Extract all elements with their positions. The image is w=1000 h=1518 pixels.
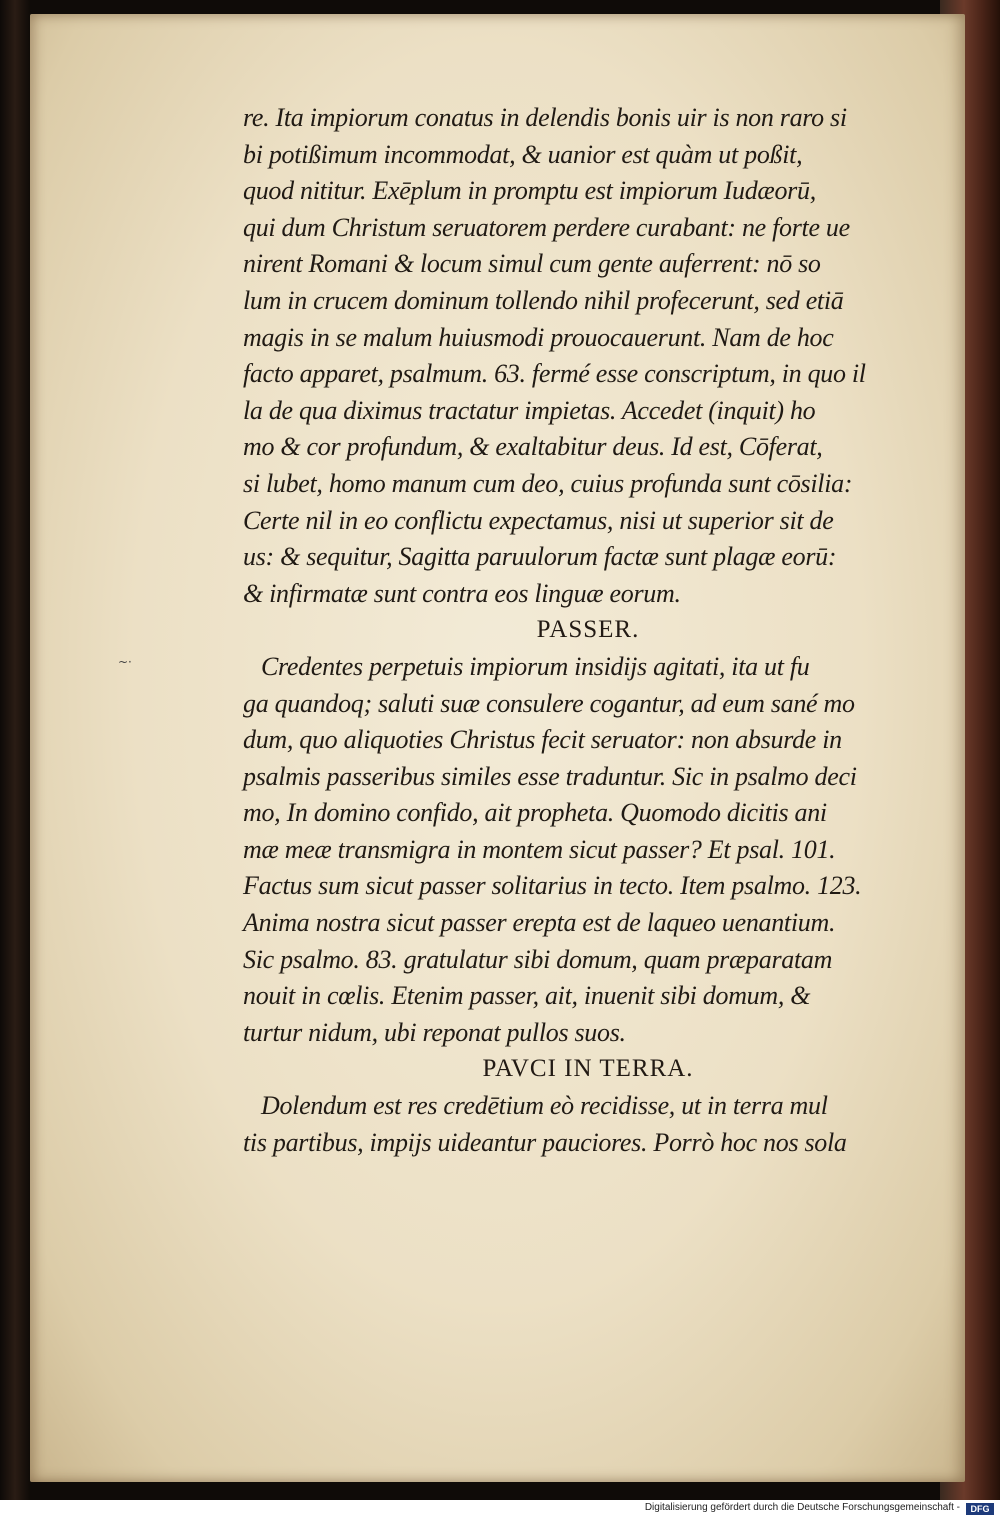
text-line: us: & sequitur, Sagitta paruulorum factæ sunt plagæ eorū: xyxy=(243,542,837,572)
footer-credit: Digitalisierung gefördert durch die Deutsche Forschungsgemeinschaft - xyxy=(644,1502,960,1513)
text-line: Anima nostra sicut passer erepta est de laqueo uenantium. xyxy=(243,908,836,938)
text-line: quod nititur. Exēplum in promptu est impiorum Iudæorū, xyxy=(243,176,816,206)
text-line: lum in crucem dominum tollendo nihil profecerunt, sed etiā xyxy=(243,285,844,315)
text-line: Sic psalmo. 83. gratulatur sibi domum, quam præparatam xyxy=(243,944,833,974)
text-line: Dolendum est res credētium eò recidisse, ut in terra mul xyxy=(261,1091,828,1121)
section-heading-pauci: PAVCI IN TERRA. xyxy=(482,1055,694,1083)
text-line: la de qua diximus tractatur impietas. Accedet (inquit) ho xyxy=(243,395,816,425)
text-line: tis partibus, impijs uideantur pauciores. Porrò hoc nos sola xyxy=(243,1127,847,1157)
text-line: qui dum Christum seruatorem perdere curabant: ne forte ue xyxy=(243,212,850,242)
text-line: Certe nil in eo conflictu expectamus, nisi ut superior sit de xyxy=(243,505,834,535)
text-line: facto apparet, psalmum. 63. fermé esse conscriptum, in quo il xyxy=(243,359,866,389)
text-line: turtur nidum, ubi reponat pullos suos. xyxy=(243,1017,626,1047)
text-line: Credentes perpetuis impiorum insidijs agitati, ita ut fu xyxy=(261,651,810,681)
margin-mark: ~· xyxy=(118,655,132,669)
text-line: mæ meæ transmigra in montem sicut passer? Et psal. 101. xyxy=(243,834,836,864)
text-line: mo & cor profundum, & exaltabitur deus. Id est, Cōferat, xyxy=(243,432,823,462)
text-line: Factus sum sicut passer solitarius in tecto. Item psalmo. 123. xyxy=(243,871,862,901)
text-line: nouit in cœlis. Etenim passer, ait, inuenit sibi domum, & xyxy=(243,981,811,1011)
text-line: bi potißimum incommodat, & uanior est quàm ut poßit, xyxy=(243,139,803,169)
text-line: magis in se malum huiusmodi prouocauerunt. Nam de hoc xyxy=(243,322,834,352)
digitization-footer xyxy=(0,1500,1000,1518)
text-line: nirent Romani & locum simul cum gente auferrent: nō so xyxy=(243,249,821,279)
text-line: si lubet, homo manum cum deo, cuius profunda sunt cōsilia: xyxy=(243,468,853,498)
page-text xyxy=(243,100,933,1161)
text-line: & infirmatæ sunt contra eos linguæ eorum. xyxy=(243,578,681,608)
text-line: psalmis passeribus similes esse traduntur. Sic in psalmo deci xyxy=(243,761,857,791)
text-line: dum, quo aliquoties Christus fecit seruator: non absurde in xyxy=(243,725,842,755)
text-line: mo, In domino confido, ait propheta. Quomodo dicitis ani xyxy=(243,798,827,828)
dfg-logo: DFG xyxy=(966,1503,994,1515)
text-line: re. Ita impiorum conatus in delendis bonis uir is non raro si xyxy=(243,103,847,132)
section-heading-passer: PASSER. xyxy=(536,616,640,644)
text-line: ga quandoq; saluti suæ consulere cogantur, ad eum sané mo xyxy=(243,688,855,718)
